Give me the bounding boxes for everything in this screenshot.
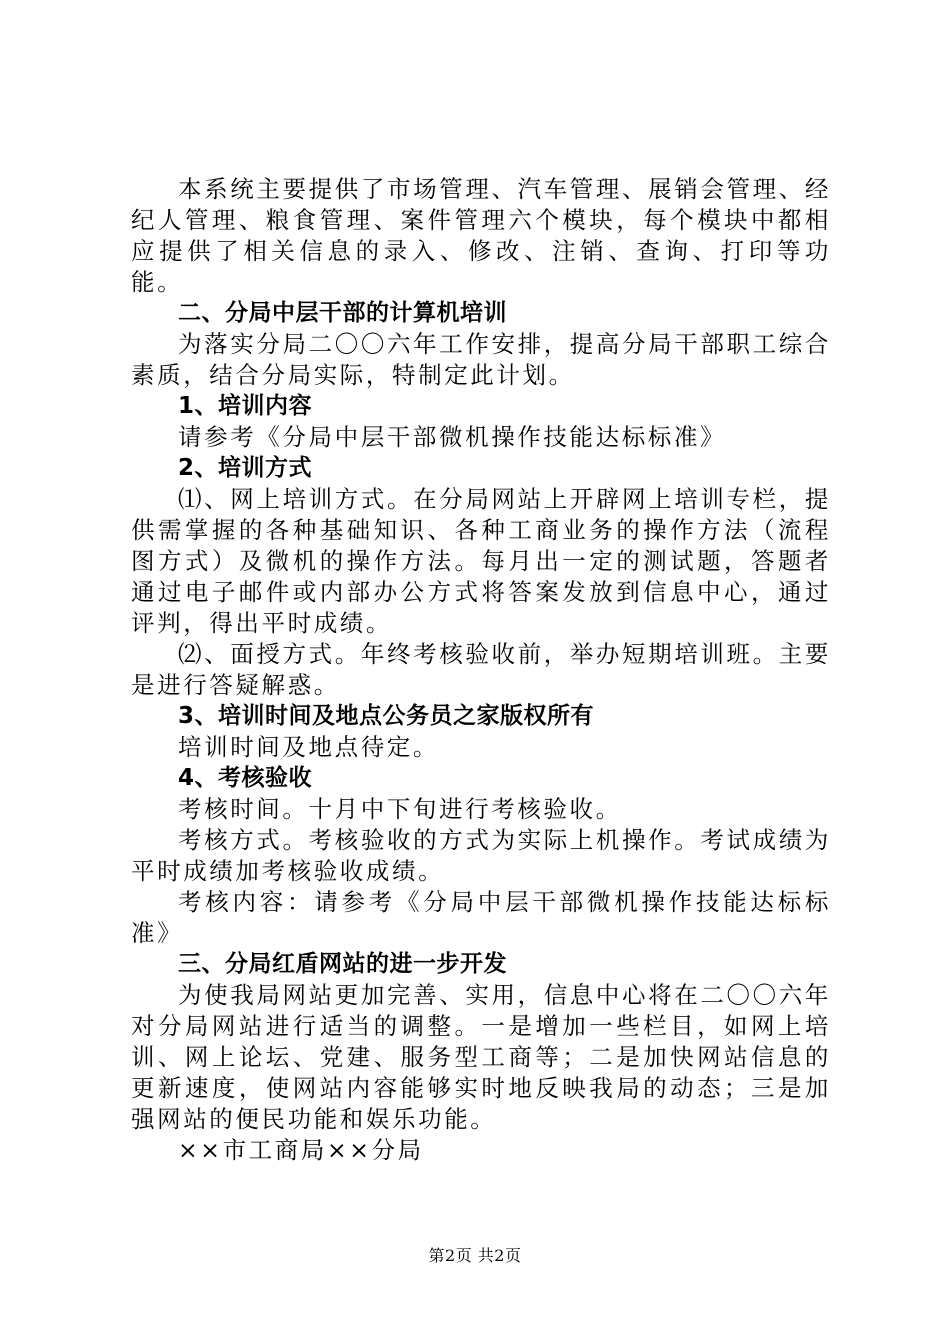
paragraph-system-modules: 本系统主要提供了市场管理、汽车管理、展销会管理、经纪人管理、粮食管理、案件管理六个模块，每个模块中都相应提供了相关信息的录入、修改、注销、查询、打印等功能。: [131, 175, 831, 296]
paragraph-online-training: ⑴、网上培训方式。在分局网站上开辟网上培训专栏，提供需掌握的各种基础知识、各种工商业务的操作方法（流程图方式）及微机的操作方法。每月出一定的测试题，答题者通过电子邮件或内部办公方式将答案发放到信息中心，通过评判，得出平时成绩。: [131, 485, 831, 637]
paragraph-assessment-content: 考核内容：请参考《分局中层干部微机操作技能达标标准》: [131, 888, 831, 947]
paragraph-signature: ××市工商局××分局: [178, 1136, 424, 1164]
document-body: [131, 174, 831, 1166]
paragraph-training-content: 请参考《分局中层干部微机操作技能达标标准》: [178, 423, 727, 451]
paragraph-training-time: 培训时间及地点待定。: [178, 733, 439, 761]
paragraph-face-training: ⑵、面授方式。年终考核验收前，举办短期培训班。主要是进行答疑解惑。: [131, 640, 831, 699]
paragraph-training-purpose: 为落实分局二〇〇六年工作安排，提高分局干部职工综合素质，结合分局实际，特制定此计划。: [131, 330, 831, 389]
heading-training-time: 3、培训时间及地点公务员之家版权所有: [178, 703, 595, 729]
paragraph-assessment-time: 考核时间。十月中下旬进行考核验收。: [178, 795, 622, 823]
heading-training-content: 1、培训内容: [178, 393, 313, 419]
paragraph-assessment-method: 考核方式。考核验收的方式为实际上机操作。考试成绩为平时成绩加考核验收成绩。: [131, 826, 831, 885]
heading-training-method: 2、培训方式: [178, 455, 313, 481]
paragraph-website-development: 为使我局网站更加完善、实用，信息中心将在二〇〇六年对分局网站进行适当的调整。一是增加一些栏目，如网上培训、网上论坛、党建、服务型工商等；二是加快网站信息的更新速度，使网站内容能够实时地反映我局的动态；三是加强网站的便民功能和娱乐功能。: [131, 981, 831, 1133]
heading-section-3: 三、分局红盾网站的进一步开发: [178, 951, 507, 977]
heading-section-2: 二、分局中层干部的计算机培训: [178, 300, 507, 326]
page-footer: 第2页 共2页: [428, 1246, 522, 1265]
heading-assessment: 4、考核验收: [178, 765, 313, 791]
